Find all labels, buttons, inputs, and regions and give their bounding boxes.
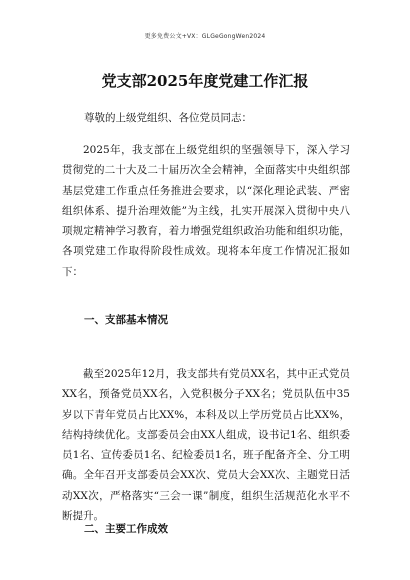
- header-note: 更多免费公文+VX：GLGeGongWen2024: [144, 33, 266, 40]
- basic-info-paragraph: 截至2025年12月，我支部共有党员XX名，其中正式党员XX名，预备党员XX名，入党积极分子XX名；党员队伍中35岁以下青年党员占比XX%，本科及以上学历党员占比XX%，结构持续优化。支部委员会由XX人组成，设书记1名、组织委员1名、宣传委员1名、纪检委员1名，班子配备齐全、分工明确。全年召开支部委员会XX次、党员大会XX次、主题党日活动XX次，严格落实“三会一课”制度，组织生活规范化水平不断提升。: [62, 368, 350, 523]
- intro-paragraph: 2025年，我支部在上级党组织的坚强领导下，深入学习贯彻党的二十大及二十届历次全会精神，全面落实中央组织部基层党建工作重点任务推进会要求，以“深化理论武装、严密组织体系、提升治理效能”为主线，扎实开展深入贯彻中央八项规定精神学习教育，着力增强党组织政治功能和组织功能，各项党建工作取得阶段性成效。现将本年度工作情况汇报如下：: [62, 144, 350, 278]
- document-title: 党支部2025年度党建工作汇报: [101, 72, 309, 90]
- section-heading-basic-info: 一、支部基本情况: [84, 314, 168, 326]
- section-heading-achievements: 二、主要工作成效: [84, 523, 168, 535]
- salutation: 尊敬的上级党组织、各位党员同志：: [84, 112, 252, 124]
